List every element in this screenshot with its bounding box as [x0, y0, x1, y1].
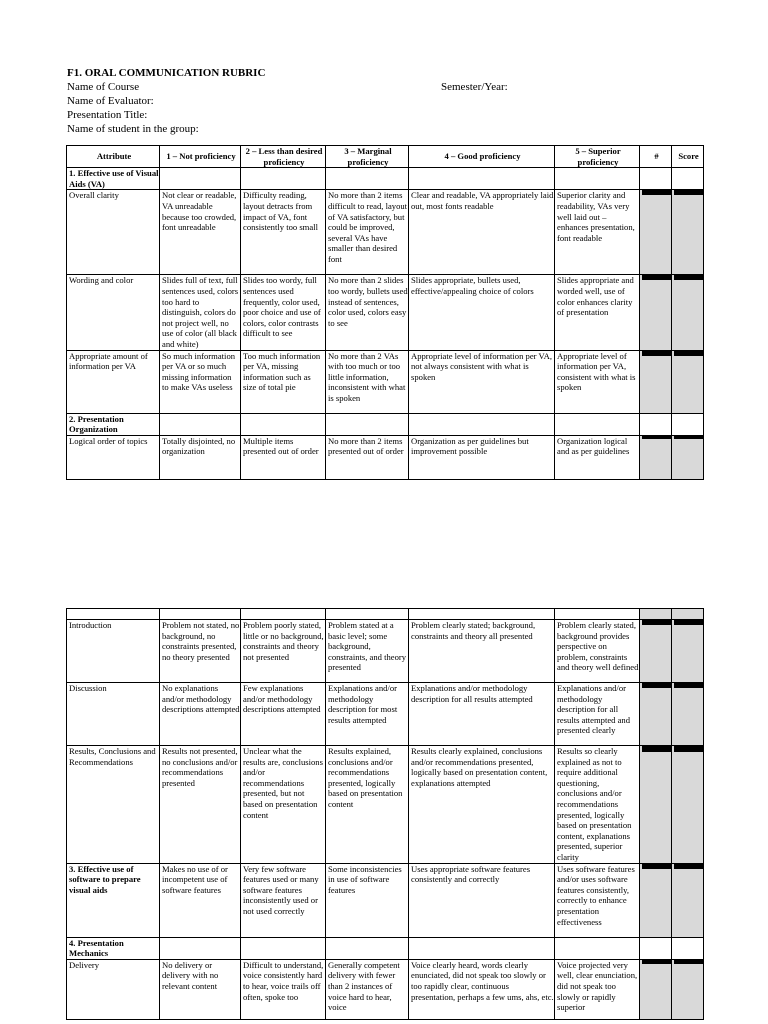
level-1-cell: So much information per VA or so much missing information to make VAs useless: [160, 350, 241, 413]
evaluator-label: Name of Evaluator:: [67, 95, 154, 107]
level-3-cell: No more than 2 items presented out of order: [326, 435, 409, 479]
number-box[interactable]: [640, 863, 672, 937]
attribute-cell: Overall clarity: [67, 190, 160, 275]
semester-label: Semester/Year:: [441, 81, 508, 93]
table-row: [67, 435, 704, 479]
form-header: [67, 66, 707, 136]
level-2-cell: Slides too wordy, full sentences used frequently, color used, poor choice and use of colors, color contrasts difficult to see: [241, 275, 326, 350]
table-row: [67, 620, 704, 683]
level-5-cell: Problem clearly stated, background provides perspective on problem, constraints and theory well defined: [555, 620, 640, 683]
level-5-cell: Slides appropriate and worded well, use of color enhances clarity of presentation: [555, 275, 640, 350]
col-attribute: Attribute: [67, 146, 160, 168]
table-row: [67, 275, 704, 350]
number-box[interactable]: [640, 683, 672, 746]
level-4-cell: Appropriate level of information per VA, not always consistent with what is spoken: [409, 350, 555, 413]
attribute-cell: Appropriate amount of information per VA: [67, 350, 160, 413]
number-box[interactable]: [640, 435, 672, 479]
level-4-cell: Explanations and/or methodology description for all results attempted: [409, 683, 555, 746]
level-2-cell: Unclear what the results are, conclusions and/or recommendations presented, but not based on presentation content: [241, 746, 326, 864]
attribute-cell: Wording and color: [67, 275, 160, 350]
level-1-cell: Slides full of text, full sentences used, colors too hard to distinguish, colors do not project well, no use of color (all black and white): [160, 275, 241, 350]
number-box[interactable]: [640, 746, 672, 864]
header-row: [67, 146, 704, 168]
rubric-table-1: [66, 145, 704, 480]
level-3-cell: Some inconsistencies in use of software features: [326, 863, 409, 937]
table-row: [67, 746, 704, 864]
level-3-cell: Problem stated at a basic level; some background, constraints, and theory presented: [326, 620, 409, 683]
level-2-cell: Very few software features used or many software features inconsistently used or not used correctly: [241, 863, 326, 937]
level-4-cell: Problem clearly stated; background, constraints and theory all presented: [409, 620, 555, 683]
col-level-1: 1 – Not proficiency: [160, 146, 241, 168]
level-1-cell: No delivery or delivery with no relevant content: [160, 959, 241, 1019]
level-1-cell: Results not presented, no conclusions and/or recommendations presented: [160, 746, 241, 864]
level-4-cell: Slides appropriate, bullets used, effective/appealing choice of colors: [409, 275, 555, 350]
level-3-cell: Generally competent delivery with fewer than 2 instances of voice hard to hear, voice: [326, 959, 409, 1019]
section-row: [67, 168, 704, 190]
attribute-cell: Introduction: [67, 620, 160, 683]
level-3-cell: Explanations and/or methodology description for most results attempted: [326, 683, 409, 746]
level-2-cell: Few explanations and/or methodology descriptions attempted: [241, 683, 326, 746]
score-box[interactable]: [672, 863, 704, 937]
number-box[interactable]: [640, 959, 672, 1019]
level-5-cell: Organization logical and as per guidelines: [555, 435, 640, 479]
level-1-cell: Totally disjointed, no organization: [160, 435, 241, 479]
col-level-4: 4 – Good proficiency: [409, 146, 555, 168]
section-title: 1. Effective use of Visual Aids (VA): [67, 168, 160, 190]
score-box[interactable]: [672, 959, 704, 1019]
table-row: [67, 350, 704, 413]
level-1-cell: Makes no use of or incompetent use of software features: [160, 863, 241, 937]
rubric-table-2: [66, 608, 704, 1020]
col-level-3: 3 – Marginal proficiency: [326, 146, 409, 168]
table-row: [67, 190, 704, 275]
level-4-cell: Clear and readable, VA appropriately laid out, most fonts readable: [409, 190, 555, 275]
level-5-cell: Voice projected very well, clear enunciation, did not speak too slowly or rapidly superior: [555, 959, 640, 1019]
table-row: [67, 683, 704, 746]
level-3-cell: No more than 2 items difficult to read, layout of VA satisfactory, but could be improved, several VAs have smaller than desired font: [326, 190, 409, 275]
section-title: 4. Presentation Mechanics: [67, 937, 160, 959]
section-row: [67, 937, 704, 959]
level-4-cell: Uses appropriate software features consistently and correctly: [409, 863, 555, 937]
level-5-cell: Appropriate level of information per VA, consistent with what is spoken: [555, 350, 640, 413]
presentation-title-label: Presentation Title:: [67, 109, 148, 121]
level-5-cell: Results so clearly explained as not to require additional questioning, conclusions and/or recommendations presented, logically based on presentation content, explanations presented, superior clarity: [555, 746, 640, 864]
level-2-cell: Difficulty reading, layout detracts from impact of VA, font consistently too small: [241, 190, 326, 275]
attribute-cell: Results, Conclusions and Recommendations: [67, 746, 160, 864]
level-2-cell: Problem poorly stated, little or no background, constraints and theory not presented: [241, 620, 326, 683]
number-box[interactable]: [640, 350, 672, 413]
score-box[interactable]: [672, 190, 704, 275]
number-box[interactable]: [640, 275, 672, 350]
score-box[interactable]: [672, 620, 704, 683]
col-level-2: 2 – Less than desired proficiency: [241, 146, 326, 168]
level-5-cell: Explanations and/or methodology description for all results attempted and presented clearly: [555, 683, 640, 746]
number-box[interactable]: [640, 620, 672, 683]
score-box[interactable]: [672, 746, 704, 864]
attribute-cell: Discussion: [67, 683, 160, 746]
col-number: #: [640, 146, 672, 168]
level-1-cell: No explanations and/or methodology descriptions attempted: [160, 683, 241, 746]
level-2-cell: Too much information per VA, missing information such as size of total pie: [241, 350, 326, 413]
level-2-cell: Multiple items presented out of order: [241, 435, 326, 479]
number-box[interactable]: [640, 190, 672, 275]
level-1-cell: Not clear or readable, VA unreadable because too crowded, font unreadable: [160, 190, 241, 275]
page-title: F1. ORAL COMMUNICATION RUBRIC: [67, 67, 266, 79]
student-label: Name of student in the group:: [67, 123, 199, 135]
level-3-cell: No more than 2 slides too wordy, bullets used instead of sentences, color used, colors easy to see: [326, 275, 409, 350]
section-title: 3. Effective use of software to prepare visual aids: [67, 863, 160, 937]
attribute-cell: Delivery: [67, 959, 160, 1019]
score-box[interactable]: [672, 435, 704, 479]
level-5-cell: Uses software features and/or uses software features consistently, correctly to enhance presentation effectiveness: [555, 863, 640, 937]
table-row: [67, 959, 704, 1019]
col-score: Score: [672, 146, 704, 168]
score-box[interactable]: [672, 350, 704, 413]
course-label: Name of Course: [67, 81, 140, 93]
table-row: [67, 863, 704, 937]
level-4-cell: Voice clearly heard, words clearly enunciated, did not speak too slowly or too rapidly clear, continuous presentation, perhaps a few ums, ahs, etc.: [409, 959, 555, 1019]
score-box[interactable]: [672, 275, 704, 350]
level-2-cell: Difficult to understand, voice consistently hard to hear, voice trails off often, spoke too: [241, 959, 326, 1019]
level-4-cell: Results clearly explained, conclusions and/or recommendations presented, logically based on presentation content, explanations attempted: [409, 746, 555, 864]
level-5-cell: Superior clarity and readability, VAs very well laid out – enhances presentation, font readable: [555, 190, 640, 275]
level-1-cell: Problem not stated, no background, no constraints presented, no theory presented: [160, 620, 241, 683]
col-level-5: 5 – Superior proficiency: [555, 146, 640, 168]
level-3-cell: Results explained, conclusions and/or recommendations presented, logically based on presentation content: [326, 746, 409, 864]
table-row: [67, 609, 704, 620]
score-box[interactable]: [672, 683, 704, 746]
attribute-cell: Logical order of topics: [67, 435, 160, 479]
section-row: [67, 413, 704, 435]
section-title: 2. Presentation Organization: [67, 413, 160, 435]
level-4-cell: Organization as per guidelines but improvement possible: [409, 435, 555, 479]
level-3-cell: No more than 2 VAs with too much or too little information, inconsistent with what is spoken: [326, 350, 409, 413]
